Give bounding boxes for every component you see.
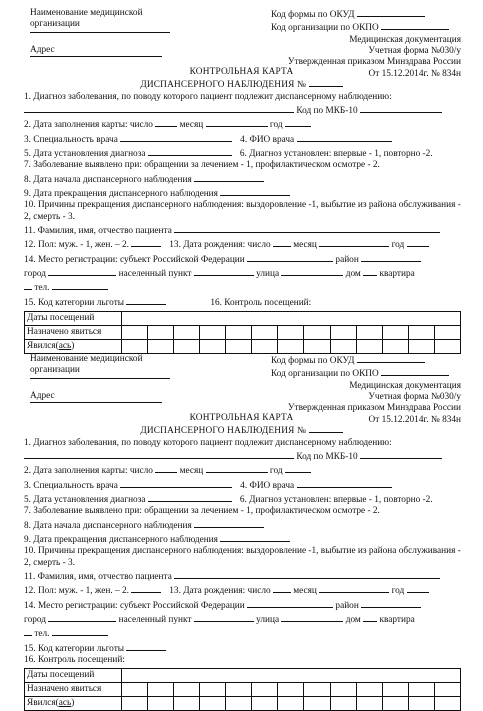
diagnosis-field[interactable] <box>24 449 294 459</box>
benefit-code-field[interactable] <box>126 641 166 651</box>
table-row <box>25 669 461 683</box>
control-card-form-1 <box>0 5 483 354</box>
field-10-label: 10. Причины прекращения диспансерного наблюдения: выздоровление -1, выбытие из района обслуживания - 2, смерть - 3. <box>24 546 461 568</box>
district-label: район <box>335 600 359 611</box>
assigned-cell[interactable] <box>148 683 174 697</box>
field-15-label: 15. Код категории льготы <box>24 297 125 308</box>
okpo-field[interactable] <box>381 21 449 30</box>
order-date-label: От 15.12.2014г. № 834н <box>368 414 461 425</box>
assigned-cell[interactable] <box>408 683 434 697</box>
region-field[interactable] <box>247 598 333 608</box>
phone-field[interactable] <box>52 626 108 636</box>
account-form-label: Учетная форма №030/у <box>368 45 461 56</box>
mkb-code-field[interactable] <box>360 449 442 459</box>
form-codes-block <box>271 354 461 426</box>
field-7-label: 7. Заболевание выявлено при: обращении за лечением - 1, профилактическом осмотре - 2. <box>24 506 380 517</box>
doctor-name-field[interactable] <box>297 478 392 488</box>
assigned-cell[interactable] <box>148 325 174 339</box>
organization-block <box>30 8 170 57</box>
assigned-cell[interactable] <box>174 683 200 697</box>
district-field[interactable] <box>361 252 421 262</box>
visit-dates-cell[interactable] <box>122 311 461 325</box>
birth-year-label: год <box>391 240 405 251</box>
form-body <box>0 438 483 667</box>
organization-name-label: Наименование медицинской организации <box>30 354 170 379</box>
field-5-label: 5. Дата установления диагноза <box>24 148 146 159</box>
assigned-cell[interactable] <box>434 683 460 697</box>
assigned-cell[interactable] <box>122 683 148 697</box>
came-cell[interactable] <box>382 697 408 711</box>
settlement-label: населенный пункт <box>118 268 192 279</box>
fill-month-field[interactable] <box>206 117 268 127</box>
end-date-field[interactable] <box>220 186 290 196</box>
sex-field[interactable] <box>131 583 161 593</box>
field-13-label: 13. Дата рождения: число <box>169 240 271 251</box>
came-cell[interactable] <box>278 697 304 711</box>
came-cell[interactable] <box>304 697 330 711</box>
doctor-name-field[interactable] <box>297 132 392 142</box>
diagnosis-date-field[interactable] <box>148 492 232 502</box>
assigned-cell[interactable] <box>252 325 278 339</box>
assigned-cell[interactable] <box>278 683 304 697</box>
table-row <box>25 311 461 325</box>
assigned-cell[interactable] <box>382 325 408 339</box>
assigned-cell[interactable] <box>356 325 382 339</box>
fill-year-label: год <box>269 466 283 477</box>
field-16-label: 16. Контроль посещений: <box>210 297 312 308</box>
organization-name-label: Наименование медицинской организации <box>30 8 170 33</box>
organization-block <box>30 354 170 403</box>
med-doc-label: Медицинская документация <box>349 34 461 45</box>
okpo-label: Код организации по ОКПО <box>271 369 379 380</box>
assigned-cell[interactable] <box>200 325 226 339</box>
house-label: дом <box>345 614 361 625</box>
diagnosis-date-field[interactable] <box>148 146 232 156</box>
came-cell[interactable] <box>174 697 200 711</box>
field-12-label: 12. Пол: муж. - 1, жен. – 2. <box>24 586 129 597</box>
okpo-field[interactable] <box>381 367 449 376</box>
came-cell[interactable] <box>330 697 356 711</box>
visit-dates-cell[interactable] <box>122 669 461 683</box>
title-line-1: КОНТРОЛЬНАЯ КАРТА <box>189 413 294 423</box>
field-1-label: 1. Диагноз заболевания, по поводу которого пациент подлежит диспансерному наблюдению: <box>24 91 392 102</box>
end-date-field[interactable] <box>220 532 290 542</box>
assigned-cell[interactable] <box>382 683 408 697</box>
visits-table <box>24 311 461 354</box>
region-field[interactable] <box>247 252 333 262</box>
doctor-specialty-field[interactable] <box>120 132 232 142</box>
assigned-cell[interactable] <box>330 683 356 697</box>
okpo-label: Код организации по ОКПО <box>271 23 379 34</box>
address-label: Адрес <box>30 45 162 57</box>
title-line-1: КОНТРОЛЬНАЯ КАРТА <box>189 67 294 77</box>
phone-label: тел. <box>34 629 50 640</box>
med-doc-label: Медицинская документация <box>349 380 461 391</box>
settlement-label: населенный пункт <box>118 614 192 625</box>
district-field[interactable] <box>361 598 421 608</box>
field-8-label: 8. Дата начала диспансерного наблюдения <box>24 174 192 185</box>
assigned-cell[interactable] <box>408 325 434 339</box>
visit-dates-label: Даты посещений <box>25 669 122 683</box>
assigned-cell[interactable] <box>434 325 460 339</box>
house-field[interactable] <box>363 612 377 622</box>
came-cell[interactable] <box>356 697 382 711</box>
city-label: город <box>24 614 46 625</box>
settlement-field[interactable] <box>194 266 254 276</box>
fill-day-field[interactable] <box>155 463 177 473</box>
okud-label: Код формы по ОКУД <box>271 10 355 20</box>
house-label: дом <box>345 268 361 279</box>
assigned-cell[interactable] <box>226 325 252 339</box>
field-4-label: 4. ФИО врача <box>240 134 295 145</box>
came-cell[interactable] <box>408 697 434 711</box>
field-6-label: 6. Диагноз установлен: впервые - 1, повторно -2. <box>239 494 433 505</box>
assigned-cell[interactable] <box>304 325 330 339</box>
fill-year-field[interactable] <box>285 463 311 473</box>
field-11-label: 11. Фамилия, имя, отчество пациента <box>24 571 172 582</box>
field-10-label: 10. Причины прекращения диспансерного наблюдения: выздоровление -1, выбытие из района обслуживания - 2, смерть - 3. <box>24 200 461 222</box>
order-date-label: От 15.12.2014г. № 834н <box>368 68 461 79</box>
mkb-code-label: Код по МКБ-10 <box>296 105 358 116</box>
assigned-cell[interactable] <box>122 325 148 339</box>
field-2-label: 2. Дата заполнения карты: число <box>24 466 153 477</box>
form-body <box>0 92 483 309</box>
assigned-cell[interactable] <box>252 683 278 697</box>
assigned-cell[interactable] <box>304 683 330 697</box>
field-1-label: 1. Диагноз заболевания, по поводу которого пациент подлежит диспансерному наблюдению: <box>24 437 392 448</box>
house-field[interactable] <box>363 266 377 276</box>
flat-field[interactable] <box>24 626 32 636</box>
visits-table <box>24 668 461 711</box>
field-4-label: 4. ФИО врача <box>240 480 295 491</box>
field-2-label: 2. Дата заполнения карты: число <box>24 120 153 131</box>
phone-field[interactable] <box>52 280 108 290</box>
field-8-label: 8. Дата начала диспансерного наблюдения <box>24 520 192 531</box>
settlement-field[interactable] <box>194 612 254 622</box>
title-line-2: ДИСПАНСЕРНОГО НАБЛЮДЕНИЯ № <box>140 80 307 91</box>
street-field[interactable] <box>281 612 343 622</box>
city-field[interactable] <box>48 612 116 622</box>
fill-month-label: месяц <box>179 120 204 131</box>
came-cell[interactable] <box>122 697 148 711</box>
field-14-label: 14. Место регистрации: субъект Российской Федерации <box>24 600 245 611</box>
flat-label: квартира <box>379 614 415 625</box>
birth-year-label: год <box>391 586 405 597</box>
birth-day-field[interactable] <box>273 237 291 247</box>
came-cell[interactable] <box>148 697 174 711</box>
control-card-form-2 <box>0 351 483 711</box>
field-13-label: 13. Дата рождения: число <box>169 586 271 597</box>
came-cell[interactable] <box>226 697 252 711</box>
birth-month-label: месяц <box>293 586 317 597</box>
assigned-cell[interactable] <box>226 683 252 697</box>
field-7-label: 7. Заболевание выявлено при: обращении за лечением - 1, профилактическом осмотре - 2. <box>24 160 380 171</box>
flat-label: квартира <box>379 268 415 279</box>
city-field[interactable] <box>48 266 116 276</box>
flat-field[interactable] <box>24 280 32 290</box>
field-3-label: 3. Специальность врача <box>24 134 118 145</box>
table-row <box>25 683 461 697</box>
start-date-field[interactable] <box>194 518 264 528</box>
okud-label: Код формы по ОКУД <box>271 356 355 366</box>
title-line-2: ДИСПАНСЕРНОГО НАБЛЮДЕНИЯ № <box>140 426 307 437</box>
fill-year-field[interactable] <box>285 117 311 127</box>
field-11-label: 11. Фамилия, имя, отчество пациента <box>24 225 172 236</box>
assigned-cell[interactable] <box>200 683 226 697</box>
fill-month-label: месяц <box>179 466 204 477</box>
birth-month-field[interactable] <box>319 237 389 247</box>
table-row <box>25 697 461 711</box>
came-label: Явился(ась) <box>25 697 122 711</box>
city-label: город <box>24 268 46 279</box>
field-3-label: 3. Специальность врача <box>24 480 118 491</box>
table-row <box>25 325 461 339</box>
assigned-cell[interactable] <box>356 683 382 697</box>
assigned-label: Назначено явиться <box>25 683 122 697</box>
doctor-specialty-field[interactable] <box>120 478 232 488</box>
field-6-label: 6. Диагноз установлен: впервые - 1, повторно -2. <box>239 148 433 159</box>
patient-name-field[interactable] <box>174 223 440 233</box>
form-codes-block <box>271 8 461 80</box>
mkb-code-field[interactable] <box>360 103 442 113</box>
field-12-label: 12. Пол: муж. - 1, жен. – 2. <box>24 240 129 251</box>
benefit-code-field[interactable] <box>126 295 166 305</box>
came-cell[interactable] <box>434 697 460 711</box>
field-15-label: 15. Код категории льготы <box>24 643 125 654</box>
phone-label: тел. <box>34 283 50 294</box>
birth-year-field[interactable] <box>407 237 429 247</box>
street-field[interactable] <box>281 266 343 276</box>
field-9-label: 9. Дата прекращения диспансерного наблюдения <box>24 534 218 545</box>
mkb-code-label: Код по МКБ-10 <box>296 451 358 462</box>
came-label: Явился(ась) <box>25 339 122 353</box>
came-cell[interactable] <box>200 697 226 711</box>
fill-year-label: год <box>269 120 283 131</box>
okud-field[interactable] <box>357 8 425 17</box>
okud-field[interactable] <box>357 354 425 363</box>
field-16-label: 16. Контроль посещений: <box>24 654 125 665</box>
birth-month-field[interactable] <box>319 583 389 593</box>
field-5-label: 5. Дата установления диагноза <box>24 494 146 505</box>
came-cell[interactable] <box>252 697 278 711</box>
assigned-cell[interactable] <box>330 325 356 339</box>
visit-dates-label: Даты посещений <box>25 311 122 325</box>
fill-month-field[interactable] <box>206 463 268 473</box>
patient-name-field[interactable] <box>174 569 440 579</box>
diagnosis-field[interactable] <box>24 103 294 113</box>
street-label: улица <box>256 268 280 279</box>
assigned-cell[interactable] <box>174 325 200 339</box>
start-date-field[interactable] <box>194 172 264 182</box>
assigned-label: Назначено явиться <box>25 325 122 339</box>
approved-label: Утвержденная приказом Минздрава России <box>287 403 461 414</box>
street-label: улица <box>256 614 280 625</box>
birth-day-field[interactable] <box>273 583 291 593</box>
field-9-label: 9. Дата прекращения диспансерного наблюдения <box>24 188 218 199</box>
account-form-label: Учетная форма №030/у <box>368 391 461 402</box>
district-label: район <box>335 254 359 265</box>
sex-field[interactable] <box>131 237 161 247</box>
approved-label: Утвержденная приказом Минздрава России <box>287 57 461 68</box>
field-14-label: 14. Место регистрации: субъект Российской Федерации <box>24 254 245 265</box>
address-label: Адрес <box>30 391 162 403</box>
fill-day-field[interactable] <box>155 117 177 127</box>
birth-year-field[interactable] <box>407 583 429 593</box>
assigned-cell[interactable] <box>278 325 304 339</box>
birth-month-label: месяц <box>293 240 317 251</box>
